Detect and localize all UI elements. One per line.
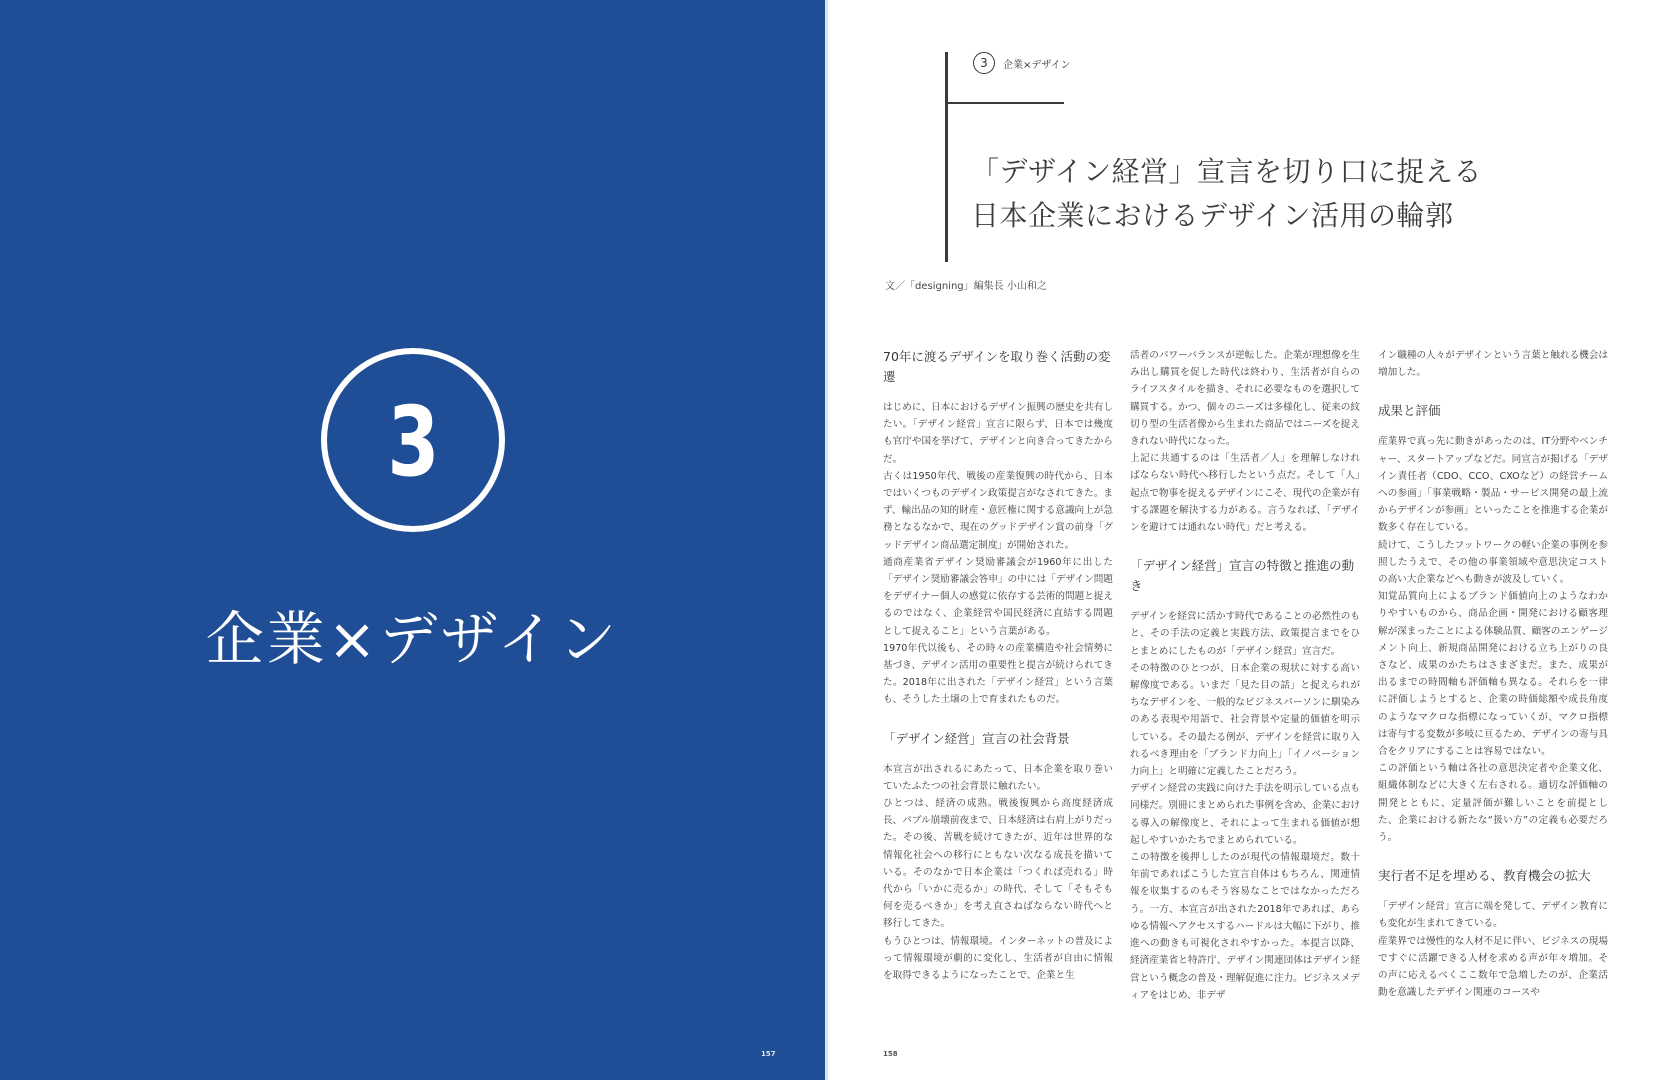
section-number-circle: 3 bbox=[973, 52, 995, 74]
column1-heading-1: 70年に渡るデザインを取り巻く活動の変遷 bbox=[883, 349, 1111, 384]
column2-paragraph-2: 上記に共通するのは「生活者／人」を理解しなければならない時代へ移行したという点だ。そして「人」起点で物事を捉えるデザインにこそ、現代の企業が有する課題を解決する力がある。言うなれば、「デザインを避けては通れない時代」だと考える。 bbox=[1130, 453, 1360, 534]
column3-paragraph-6: 「デザイン経営」宣言に端を発して、デザイン教育にも変化が生まれてきている。 bbox=[1378, 901, 1608, 930]
text-column-3 bbox=[1378, 347, 1608, 1027]
section-badge bbox=[973, 52, 1071, 74]
chapter-number-circle bbox=[321, 348, 505, 532]
column3-heading-2: 実行者不足を埋める、教育機会の拡大 bbox=[1378, 868, 1591, 884]
column3-paragraph-3: 続けて、こうしたフットワークの軽い企業の事例を参照したうえで、その他の事業領域や意思決定コストの高い大企業などへも動きが波及していく。 bbox=[1378, 539, 1608, 586]
column1-paragraph-4: 1970年代以後も、その時々の産業構造や社会情勢に基づき、デザイン活用の重要性と提言が続けられてきた。2018年に出された「デザイン経営」という言葉も、そうした土壌の上で育まれたものだ。 bbox=[883, 642, 1113, 706]
column1-paragraph-6: ひとつは、経済の成熟。戦後復興から高度経済成長、バブル崩壊前夜まで、日本経済は右肩上がりだった。その後、苦戦を続けてきたが、近年は世界的な情報化社会への移行にともない次なる成長を描いている。そのなかで日本企業は「つくれば売れる」時代から「いかに売るか」の時代、そして「そもそも何を売るべきか」を考え直さねばならない時代へと移行してきた。 bbox=[883, 798, 1113, 930]
column3-paragraph-4: 知覚品質向上によるブランド価値向上のようなわかりやすいものから、商品企画・開発における顧客理解が深まったことによる体験品質、顧客のエンゲージメント向上、新規商品開発における立ち上がりの良さなど、成果のかたちはさまざまだ。また、成果が出るまでの時間軸も評価軸も異なる。それらを一律に評価しようとすると、企業の時価総額や成長角度のようなマクロな指標になっていくが、マクロ指標は寄与する変数が多岐に亘るため、デザインの寄与具合をクリアにすることは容易ではない。 bbox=[1378, 591, 1608, 758]
text-column-1 bbox=[883, 347, 1113, 1027]
column1-paragraph-1: はじめに、日本におけるデザイン振興の歴史を共有したい。「デザイン経営」宣言に限らず、日本では幾度も官庁や国を挙げて、デザインと向き合ってきたからだ。 bbox=[883, 402, 1113, 465]
column3-paragraph-1: イン職種の人々がデザインという言葉と触れる機会は増加した。 bbox=[1378, 350, 1608, 379]
column3-paragraph-7: 産業界では慢性的な人材不足に伴い、ビジネスの現場ですぐに活躍できる人材を求める声が年々増加。その声に応えるべくここ数年で急増したのが、企業活動を意識したデザイン関連のコースや bbox=[1378, 935, 1608, 999]
column3-paragraph-5: この評価という軸は各社の意思決定者や企業文化、組織体制などに大きく左右される。適切な評価軸の開発とともに、定量評価が難しいことを前提とした、企業における新たな“扱い方”の定義も必要だろう。 bbox=[1378, 763, 1608, 844]
column1-heading-2: 「デザイン経営」宣言の社会背景 bbox=[883, 730, 1070, 746]
article-title bbox=[971, 150, 1482, 238]
column2-paragraph-4: その特徴のひとつが、日本企業の現状に対する高い解像度である。いまだ「見た目の話」と捉えられがちなデザインを、一般的なビジネスパーソンに馴染みのある表現や用語で、社会背景や定量的価値を明示している。その最たる例が、デザインを経営に取り入れるべき理由を「ブランド力向上」「イノベーション力向上」と明確に定義したことだろう。 bbox=[1130, 662, 1360, 778]
chapter-number: 3 bbox=[386, 386, 440, 498]
article-title-line-1: 「デザイン経営」宣言を切り口に捉える bbox=[971, 155, 1483, 188]
column1-paragraph-3: 通商産業省デザイン奨励審議会が1960年に出した「デザイン奨励審議会答申」の中には「デザイン問題をデザイナー個人の感覚に依存する芸術的問題と捉えるのではなく、企業経営や国民経済に直結する問題として捉えること」という言葉がある。 bbox=[883, 556, 1113, 637]
column2-paragraph-3: デザインを経営に活かす時代であることの必然性のもと、その手法の定義と実践方法、政策提言までをひとまとめにしたものが「デザイン経営」宣言だ。 bbox=[1130, 611, 1360, 657]
text-column-2 bbox=[1130, 347, 1360, 1027]
column1-paragraph-7: もうひとつは、情報環境。インターネットの普及によって情報環境が劇的に変化し、生活者が自由に情報を取得できるようになったことで、企業と生 bbox=[883, 935, 1113, 982]
page-number-right: 158 bbox=[883, 1050, 898, 1058]
column3-heading-1: 成果と評価 bbox=[1378, 403, 1441, 419]
article-title-line-2: 日本企業におけるデザイン活用の輪郭 bbox=[971, 199, 1454, 232]
left-page bbox=[0, 0, 825, 1080]
chapter-title: 企業×デザイン bbox=[205, 605, 620, 673]
column2-paragraph-5: デザイン経営の実践に向けた手法を明示している点も同様だ。別冊にまとめられた事例を含め、企業における導入の解像度と、それによって生まれる価値が想起しやすいかたちでまとめられている。 bbox=[1130, 783, 1360, 846]
column3-paragraph-2: 産業界で真っ先に動きがあったのは、IT分野やベンチャー、スタートアップなどだ。同宣言が掲げる「デザイン責任者（CDO、CCO、CXOなど）の経営チームへの参画」「事業戦略・製品・サービス開発の最上流からデザインが参画」といったことを推進する企業が数多く存在している。 bbox=[1378, 436, 1608, 534]
page-number-left: 157 bbox=[761, 1050, 776, 1058]
title-rule-vertical bbox=[945, 52, 948, 262]
byline: 文／「designing」編集長 小山和之 bbox=[885, 281, 1047, 292]
section-label: 企業×デザイン bbox=[1003, 59, 1071, 71]
right-page bbox=[828, 0, 1659, 1080]
column1-paragraph-5: 本宣言が出されるにあたって、日本企業を取り巻いていたふたつの社会背景に触れたい。 bbox=[883, 763, 1113, 792]
column2-paragraph-1: 活者のパワーバランスが逆転した。企業が理想像を生み出し購買を促した時代は終わり、生活者が自らのライフスタイルを描き、それに必要なものを選択して購買する。かつ、個々のニーズは多様化し、従来の紋切り型の生活者像から生まれた商品ではニーズを捉えきれない時代になった。 bbox=[1130, 350, 1360, 448]
column2-heading-1: 「デザイン経営」宣言の特徴と推進の動き bbox=[1130, 558, 1355, 594]
column1-paragraph-2: 古くは1950年代、戦後の産業復興の時代から、日本ではいくつものデザイン政策提言がなされてきた。まず、輸出品の知的財産・意匠権に関する意識向上が急務となるなかで、現在のグッドデザイン賞の前身「グッドデザイン商品選定制度」が開始された。 bbox=[883, 470, 1113, 551]
title-rule-horizontal bbox=[948, 102, 1064, 104]
column2-paragraph-6: この特徴を後押ししたのが現代の情報環境だ。数十年前であればこうした宣言自体はもちろん、関連情報を収集するのもそう容易なことではなかっただろう。一方、本宣言が出された2018年であれば、あらゆる情報へアクセスするハードルは大幅に下がり、推進への動きも可視化されやすかった。本提言以降、経済産業省と特許庁、デザイン関連団体はデザイン経営という概念の普及・理解促進に注力。ビジネスメディアをはじめ、非デザ bbox=[1130, 852, 1360, 1001]
